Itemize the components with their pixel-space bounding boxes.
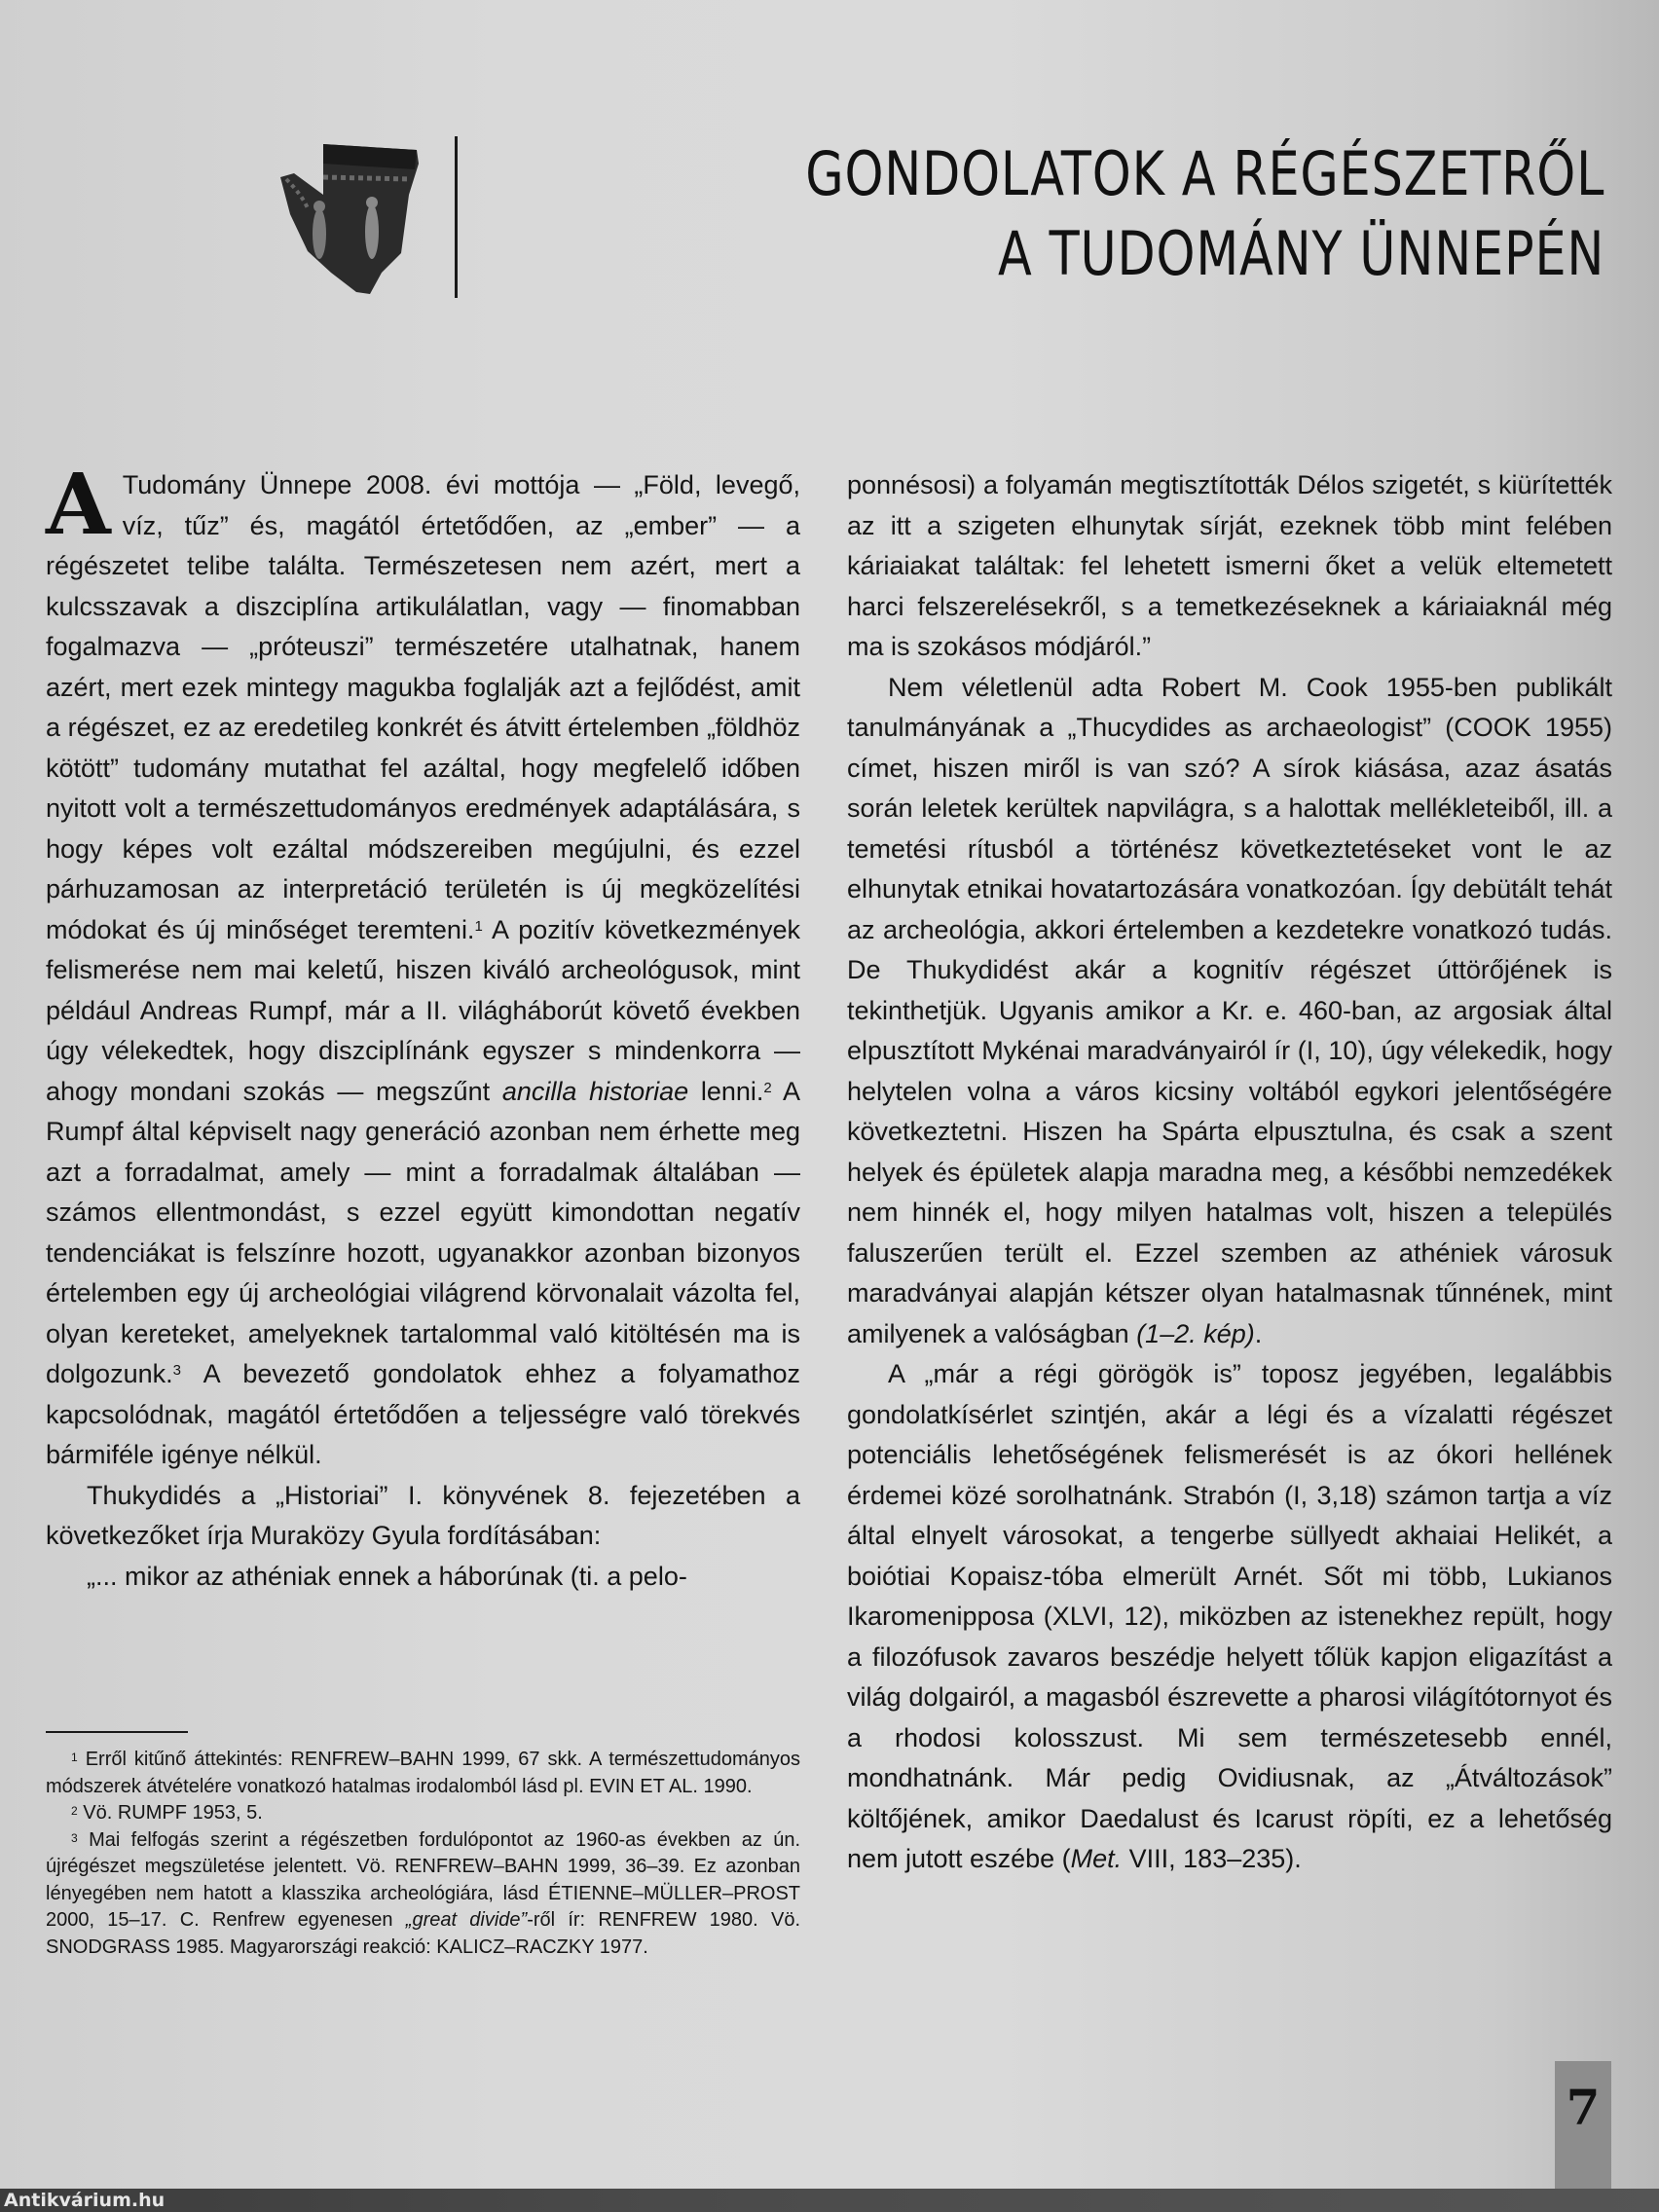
- footnote-1: $^1$ Erről kitűnő áttekintés: RENFREW–BAHN 1999, 67 skk. A természettudományos módszerek átvételére vonatkozó hatalmas irodalomból lásd pl. EVIN ET AL. 1990.: [46, 1749, 800, 1797]
- title-divider: [455, 136, 458, 298]
- title-line-2: A TUDOMÁNY ÜNNEPÉN: [997, 218, 1604, 289]
- footnote-ref-3[interactable]: 3: [172, 1362, 181, 1379]
- footnote-ref-1[interactable]: 1: [474, 917, 483, 935]
- paragraph-intro: A Tudomány Ünnepe 2008. évi mottója — „Föld, levegő, víz, tűz” és, magától értetődően, az „ember” — a régészetet telibe találta. Természetesen nem azért, mert a kulcsszavak a diszciplína artikulálatlan, vagy — finomabban fogalmazva — „próteuszi” természetére utalhatnak, hanem azért, mert ezek mintegy magukba foglalják azt a fejlődést, amit a régészet, ez az eredetileg konkrét és átvitt értelemben „földhöz kötött” tudomány mutathat fel azáltal, hogy megfelelő időben nyitott volt a természettudományos eredmények adaptálására, s hogy képes volt ezáltal módszereiben megújulni, és ezzel párhuzamosan az interpretáció területén is új megközelítési módokat és új minőséget teremteni.$^1$ A pozitív következmények felismerése nem mai keletű, hiszen kiváló archeológusok, mint például Andreas Rumpf, már a II. világháborút követő években úgy vélekedtek, hogy diszciplínánk egyszer s mindenkorra — ahogy mondani szokás — megszűnt ancilla historiae lenni.$^2$ A Rumpf által képviselt nagy generáció azonban nem érhette meg azt a forradalmat, amely — mint a forradalmak általában — számos ellentmondást, s ezzel együtt kimondottan negatív tendenciákat is felszínre hozott, ugyanakkor azonban bizonyos értelemben egy új archeológiai világrend körvonalait vázolta fel, olyan kereteket, amelyeknek tartalommal való kitöltésén ma is dolgozunk.$^3$ A bevezető gondolatok ehhez a folyamathoz kapcsolódnak, magától értetődően a teljességre való törekvés bármiféle igénye nélkül.: [46, 456, 800, 1469]
- vessel-fragment-illustration: [273, 136, 424, 297]
- paragraph-thukydides: Thukydidés a „Historiai” I. könyvének 8. fejezetében a következőket írja Muraközy Gyula fordításában:: [46, 1480, 800, 1550]
- page-number: 7: [1566, 2079, 1601, 2136]
- left-column: [46, 456, 800, 1597]
- quote-continuation: ponnésosi) a folyamán megtisztították Délos szigetét, s kiürítették az itt a szigeten elhunytak sírját, ezeknek több mint felében káriaiakat találtak: fel lehetett ismerni őket a velük eltemetett harci felszerelésekről, s a temetkezéseknek a káriaiaknál még ma is szokásos módjáról.”: [847, 470, 1612, 661]
- right-column: [847, 465, 1612, 1880]
- watermark-bar: [0, 2189, 1659, 2212]
- title-line-1: GONDOLATOK A RÉGÉSZETRŐL: [804, 138, 1604, 209]
- watermark-text: Antikvárium.hu: [4, 2190, 166, 2211]
- paragraph-cook: Nem véletlenül adta Robert M. Cook 1955-ben publikált tanulmányának a „Thucydides as archaeologist” (COOK 1955) címet, hiszen miről is van szó? A sírok kiásása, azaz ásatás során leletek kerültek napvilágra, s a halottak mellékleteiből, ill. a temetési rítusból a történész következtetéseket vont le az elhunytak etnikai hovatartozására vonatkozóan. Így debütált tehát az archeológia, akkori értelemben a kezdetekre vonatkozó tudás. De Thukydidést akár a kognitív régészet úttörőjének is tekinthetjük. Ugyanis amikor a Kr. e. 460-ban, az argosiak által elpusztított Mykénai maradványairól ír (I, 10), úgy vélekedik, hogy helytelen volna a város kicsiny voltából egykori jelentőségére következtetni. Hiszen ha Spárta elpusztulna, és csak a szent helyek és épületek alapja maradna meg, a későbbi nemzedékek nem hinnék el, hogy milyen hatalmas volt, hiszen a település faluszerűen terült el. Ezzel szemben az athéniek városuk maradványai alapján kétszer olyan hatalmasnak tűnnének, mint amilyenek a valóságban (1–2. kép).: [847, 672, 1612, 1348]
- footnote-divider: [46, 1731, 188, 1733]
- paragraph-greeks: A „már a régi görögök is” toposz jegyében, legalábbis gondolatkísérlet szintjén, akár a légi és a vízalatti régészet potenciális lehetőségének felismerését is az ókori hellének érdemei közé sorolhatnánk. Strabón (I, 3,18) számon tartja a víz által elnyelt városokat, a tengerbe süllyedt akhaiai Helikét, a boiótiai Kopaisz-tóba elmerült Arnét. Sőt mi több, Lukianos Ikaromenipposa (XLVI, 12), miközben az istenekhez repült, hogy a filozófusok zavaros beszédje helyett tőlük kapjon eligazítást a világ dolgairól, a magasból észrevette a pharosi világítótornyot és a rhodosi kolosszust. Mi sem természetesebb ennél, mondhatnánk. Már pedig Ovidiusnak, az „Átváltozások” költőjének, amikor Daedalust és Icarust röpíti, ez a lehetőség nem jutott eszébe (Met. VIII, 183–235).: [847, 1359, 1612, 1873]
- footnotes: [46, 1747, 800, 1961]
- article-title: [805, 134, 1604, 294]
- drop-cap: A: [46, 456, 111, 554]
- footnote-2: $^2$ Vö. RUMPF 1953, 5.: [71, 1802, 263, 1824]
- footnote-3: $^3$ Mai felfogás szerint a régészetben fordulópontot az 1960-as években az ún. újrégészet megszületése jelentett. Vö. RENFREW–BAHN 1999, 36–39. Ez azonban lényegében nem hatott a klasszika archeológiára, lásd ÉTIENNE–MÜLLER–PROST 2000, 15–17. C. Renfrew egyenesen „great divide”-ről ír: RENFREW 1980. Vö. SNODGRASS 1985. Magyarországi reakció: KALICZ–RACZKY 1977.: [46, 1828, 800, 1958]
- footnote-ref-2[interactable]: 2: [763, 1079, 772, 1096]
- quote-start: „... mikor az athéniak ennek a háborúnak (ti. a pelo-: [87, 1561, 687, 1591]
